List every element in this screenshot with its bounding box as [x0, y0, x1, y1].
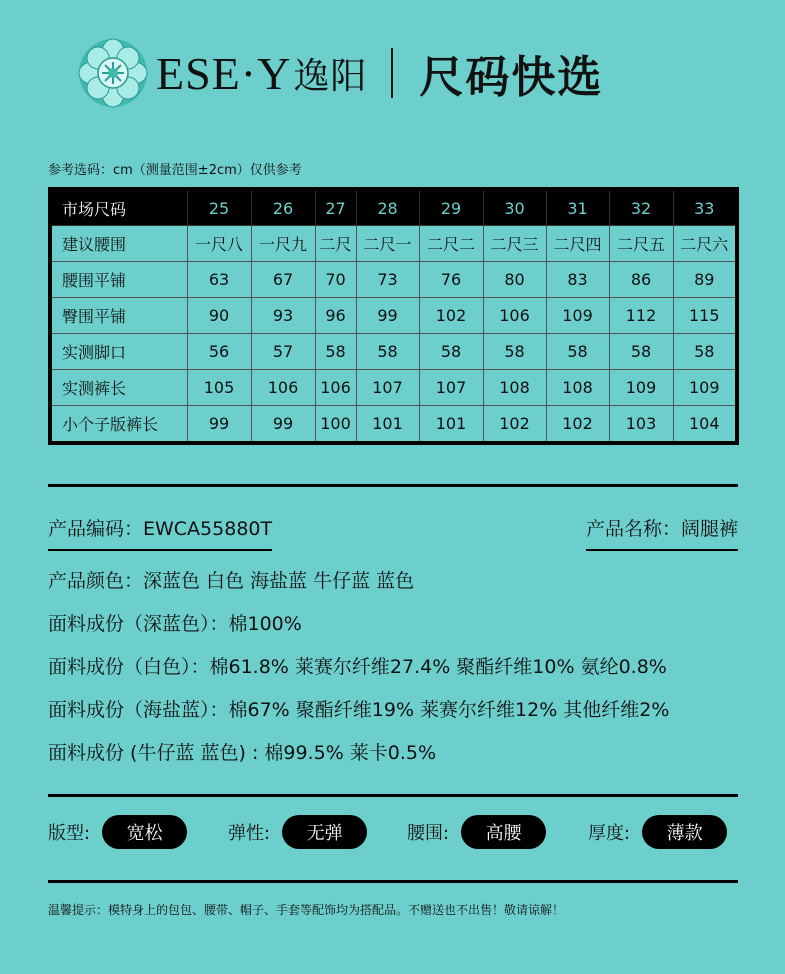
size-cell: 58	[546, 334, 609, 370]
fabric-line-navy: 面料成份（深蓝色）：棉100%	[48, 613, 302, 635]
divider-top	[48, 484, 738, 487]
size-cell: 99	[187, 406, 251, 444]
fabric-line-sea-salt-blue: 面料成份（海盐蓝）：棉67% 聚酯纤维19% 莱赛尔纤维12% 其他纤维2%	[48, 699, 670, 721]
size-cell: 58	[315, 334, 356, 370]
size-cell: 70	[315, 262, 356, 298]
size-cell: 29	[419, 189, 483, 226]
product-code: 产品编码：EWCA55880T	[48, 514, 272, 551]
size-cell: 106	[251, 370, 315, 406]
size-cell: 89	[673, 262, 737, 298]
size-cell: 100	[315, 406, 356, 444]
attribute-value-pill: 高腰	[461, 815, 546, 849]
size-cell: 102	[419, 298, 483, 334]
size-cell: 83	[546, 262, 609, 298]
size-cell: 86	[609, 262, 673, 298]
size-cell: 63	[187, 262, 251, 298]
size-cell: 106	[483, 298, 546, 334]
row-label: 建议腰围	[50, 226, 187, 262]
size-cell: 108	[546, 370, 609, 406]
flower-logo-icon	[78, 38, 148, 108]
size-cell: 108	[483, 370, 546, 406]
size-cell: 二尺一	[356, 226, 419, 262]
size-cell: 67	[251, 262, 315, 298]
size-cell: 99	[356, 298, 419, 334]
size-cell: 27	[315, 189, 356, 226]
size-cell: 一尺八	[187, 226, 251, 262]
divider-bottom	[48, 880, 738, 883]
size-cell: 58	[419, 334, 483, 370]
size-cell: 101	[419, 406, 483, 444]
size-cell: 80	[483, 262, 546, 298]
size-cell: 28	[356, 189, 419, 226]
attribute-label: 弹性:	[228, 823, 271, 844]
row-label: 腰围平铺	[50, 262, 187, 298]
row-label: 实测脚口	[50, 334, 187, 370]
size-cell: 二尺六	[673, 226, 737, 262]
size-cell: 58	[673, 334, 737, 370]
size-cell: 76	[419, 262, 483, 298]
row-label: 实测裤长	[50, 370, 187, 406]
size-cell: 二尺五	[609, 226, 673, 262]
attribute-fit	[48, 814, 187, 850]
size-cell: 102	[546, 406, 609, 444]
row-label: 臀围平铺	[50, 298, 187, 334]
size-note: 参考选码：cm（测量范围±2cm）仅供参考	[48, 163, 302, 178]
size-cell: 112	[609, 298, 673, 334]
product-colors: 产品颜色：深蓝色 白色 海盐蓝 牛仔蓝 蓝色	[48, 570, 415, 592]
attribute-elasticity	[228, 814, 367, 850]
size-cell: 93	[251, 298, 315, 334]
warm-tip: 温馨提示：模特身上的包包、腰带、帽子、手套等配饰均为搭配品。不赠送也不出售！敬请谅解！	[48, 903, 565, 917]
size-cell: 107	[356, 370, 419, 406]
size-cell: 二尺四	[546, 226, 609, 262]
size-cell: 二尺三	[483, 226, 546, 262]
brand-name: ESE·Y	[156, 47, 292, 99]
size-cell: 32	[609, 189, 673, 226]
size-table-row	[50, 334, 737, 370]
fabric-line-denim-blue: 面料成份 (牛仔蓝 蓝色) : 棉99.5% 莱卡0.5%	[48, 742, 437, 764]
attribute-value-pill: 无弹	[282, 815, 367, 849]
size-table	[48, 187, 739, 445]
size-cell: 25	[187, 189, 251, 226]
size-table-row	[50, 406, 737, 444]
size-cell: 104	[673, 406, 737, 444]
size-cell: 105	[187, 370, 251, 406]
product-name: 产品名称：阔腿裤	[586, 514, 738, 551]
size-table-row	[50, 262, 737, 298]
row-label: 小个子版裤长	[50, 406, 187, 444]
size-cell: 102	[483, 406, 546, 444]
size-cell: 106	[315, 370, 356, 406]
size-table-header	[50, 189, 737, 226]
size-cell: 99	[251, 406, 315, 444]
size-cell: 109	[609, 370, 673, 406]
size-cell: 26	[251, 189, 315, 226]
size-cell: 96	[315, 298, 356, 334]
size-cell: 115	[673, 298, 737, 334]
page-title: 尺码快选	[419, 52, 604, 103]
header-divider	[391, 48, 393, 98]
size-cell: 57	[251, 334, 315, 370]
fabric-line-white: 面料成份（白色）：棉61.8% 莱赛尔纤维27.4% 聚酯纤维10% 氨纶0.8%	[48, 656, 667, 678]
size-cell: 73	[356, 262, 419, 298]
brand-name-cn: 逸阳	[293, 55, 368, 97]
attribute-value-pill: 薄款	[642, 815, 727, 849]
size-cell: 103	[609, 406, 673, 444]
size-cell: 58	[483, 334, 546, 370]
size-table-row	[50, 298, 737, 334]
size-cell: 56	[187, 334, 251, 370]
size-cell: 33	[673, 189, 737, 226]
size-cell: 31	[546, 189, 609, 226]
attribute-value-pill: 宽松	[102, 815, 187, 849]
attribute-row	[48, 814, 738, 850]
row-label: 市场尺码	[50, 189, 187, 226]
size-cell: 107	[419, 370, 483, 406]
size-cell: 二尺二	[419, 226, 483, 262]
attribute-label: 腰围:	[407, 823, 450, 844]
size-cell: 109	[673, 370, 737, 406]
size-cell: 109	[546, 298, 609, 334]
size-table-row	[50, 226, 737, 262]
size-cell: 一尺九	[251, 226, 315, 262]
size-cell: 90	[187, 298, 251, 334]
divider-middle	[48, 794, 738, 797]
size-cell: 二尺	[315, 226, 356, 262]
attribute-thickness	[588, 814, 727, 850]
header	[78, 38, 603, 108]
attribute-label: 厚度:	[588, 823, 631, 844]
size-table-row	[50, 370, 737, 406]
size-cell: 101	[356, 406, 419, 444]
size-cell: 30	[483, 189, 546, 226]
attribute-label: 版型:	[48, 823, 91, 844]
size-cell: 58	[356, 334, 419, 370]
attribute-waist	[407, 814, 546, 850]
size-cell: 58	[609, 334, 673, 370]
